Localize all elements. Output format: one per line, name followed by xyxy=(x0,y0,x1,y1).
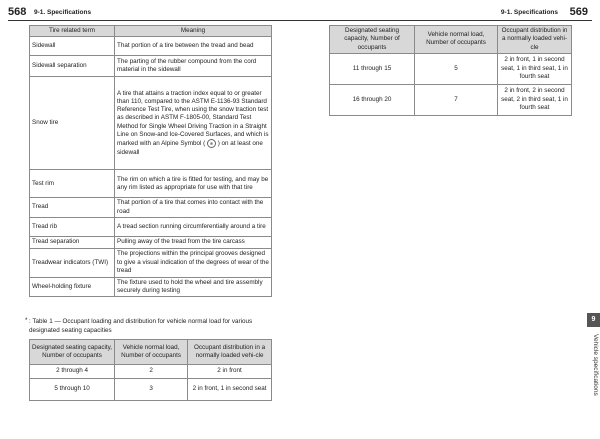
right-page xyxy=(300,0,600,439)
normal-load-cell: 5 xyxy=(415,53,498,84)
footnote-mark: * xyxy=(25,317,28,324)
seating-capacity-table xyxy=(329,25,572,116)
footnote-text: : Table 1 — Occupant loading and distribution for vehicle normal load for various designated seating capacities xyxy=(29,318,253,334)
section-title: 9-1. Specifications xyxy=(34,9,92,16)
capacity-cell: 5 through 10 xyxy=(30,379,115,401)
column-header: Designated seating capacity, Number of occupants xyxy=(30,340,115,365)
capacity-cell: 11 through 15 xyxy=(330,53,415,84)
mountain-snowflake-icon: ❄ xyxy=(207,139,216,148)
column-header: Meaning xyxy=(115,26,272,37)
term-cell: Sidewall separation xyxy=(30,56,115,77)
column-header: Vehicle normal load, Number of occupants xyxy=(115,340,188,365)
table-header-row xyxy=(30,340,272,365)
page-number: 568 xyxy=(8,6,27,18)
term-cell: Tread xyxy=(30,198,115,218)
page-number: 569 xyxy=(569,6,588,18)
normal-load-cell: 3 xyxy=(115,379,188,401)
header-rule xyxy=(8,20,300,21)
distribution-cell: 2 in front, 1 in second seat xyxy=(188,379,272,401)
table-row xyxy=(30,198,272,218)
header-rule xyxy=(300,20,592,21)
column-header: Designated seating capacity, Number of occupants xyxy=(330,26,415,54)
meaning-cell: That portion of a tire between the tread and bead xyxy=(115,37,272,56)
table-row xyxy=(30,277,272,297)
meaning-text: A tire that attains a traction index equal to or greater than 110, compared to the ASTM E-1136-93 Standard Reference Test Tire, when using the snow traction test as described in ASTM F-1805-00, Standard Test Method for Single Wheel Driving Traction in a Straight Line on Snow-and Ice-Covered Surfaces, and which is marked with an Alpine Symbol ( xyxy=(117,89,269,148)
meaning-cell: Pulling away of the tread from the tire carcass xyxy=(115,236,272,248)
meaning-cell: The projections within the principal grooves designed to give a visual indication of the degrees of wear of the tread xyxy=(115,248,272,277)
table-header-row xyxy=(30,26,272,37)
term-cell: Tread separation xyxy=(30,236,115,248)
distribution-cell: 2 in front, 1 in second seat, 1 in third seat, 1 in fourth seat xyxy=(498,53,572,84)
table-row xyxy=(30,77,272,170)
table-footnote xyxy=(25,317,274,335)
table-row xyxy=(30,248,272,277)
table-row xyxy=(30,365,272,379)
table-row xyxy=(30,170,272,198)
table-row xyxy=(330,84,572,115)
normal-load-cell: 2 xyxy=(115,365,188,379)
chapter-label: Vehicle specifications xyxy=(592,334,599,396)
chapter-tab: 9 xyxy=(587,313,600,327)
column-header: Occupant distribution in a normally loaded vehi-cle xyxy=(188,340,272,365)
meaning-cell xyxy=(115,77,272,170)
distribution-cell: 2 in front, 2 in second seat, 2 in third seat, 1 in fourth seat xyxy=(498,84,572,115)
seating-capacity-table xyxy=(29,339,272,401)
tire-terms-table xyxy=(29,25,272,297)
capacity-cell: 2 through 4 xyxy=(30,365,115,379)
term-cell: Wheel-holding fixture xyxy=(30,277,115,297)
column-header: Tire related term xyxy=(30,26,115,37)
table-row xyxy=(30,56,272,77)
term-cell: Sidewall xyxy=(30,37,115,56)
term-cell: Tread rib xyxy=(30,217,115,236)
meaning-cell: That portion of a tire that comes into contact with the road xyxy=(115,198,272,218)
term-cell: Treadwear indicators (TWI) xyxy=(30,248,115,277)
term-cell: Test rim xyxy=(30,170,115,198)
meaning-cell: The rim on which a tire is fitted for testing, and may be any rim listed as appropriate for use with that tire xyxy=(115,170,272,198)
table-header-row xyxy=(330,26,572,54)
column-header: Vehicle normal load, Number of occupants xyxy=(415,26,498,54)
term-cell: Snow tire xyxy=(30,77,115,170)
table-row xyxy=(30,217,272,236)
section-title: 9-1. Specifications xyxy=(500,9,558,16)
table-row xyxy=(330,53,572,84)
table-row xyxy=(30,37,272,56)
table-row xyxy=(30,236,272,248)
meaning-text: ) on at least one sidewall xyxy=(117,140,263,156)
table-row xyxy=(30,379,272,401)
meaning-cell: A tread section running circumferentially around a tire xyxy=(115,217,272,236)
column-header: Occupant distribution in a normally loaded vehi-cle xyxy=(498,26,572,54)
capacity-cell: 16 through 20 xyxy=(330,84,415,115)
distribution-cell: 2 in front xyxy=(188,365,272,379)
meaning-cell: The parting of the rubber compound from the cord material in the sidewall xyxy=(115,56,272,77)
meaning-cell: The fixture used to hold the wheel and tire assembly securely during testing xyxy=(115,277,272,297)
normal-load-cell: 7 xyxy=(415,84,498,115)
